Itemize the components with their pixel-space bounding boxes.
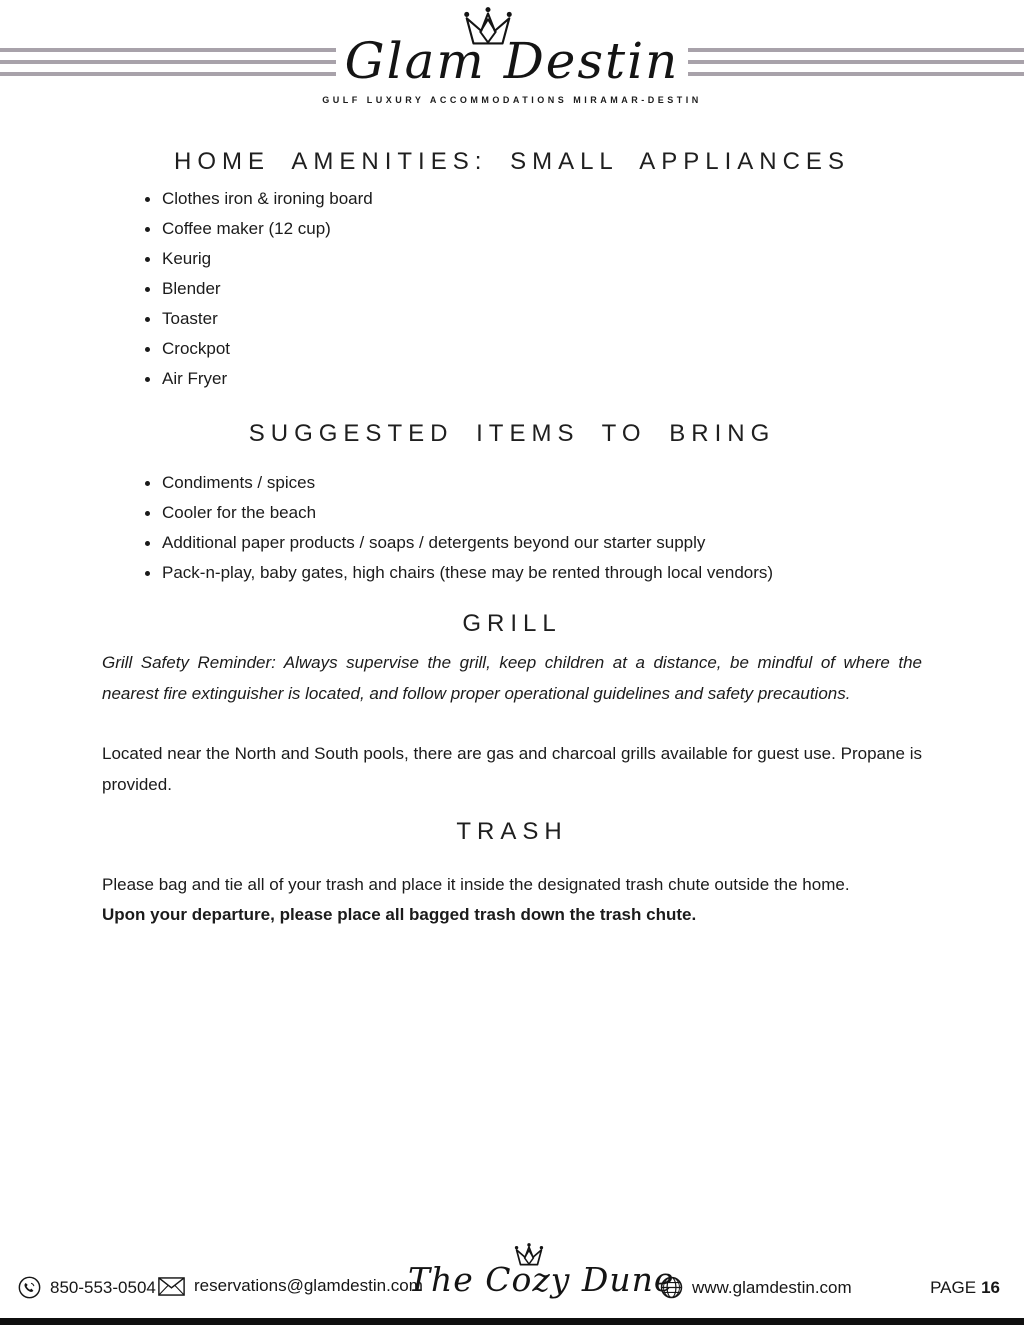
phone-number: 850-553-0504 [50, 1277, 156, 1297]
logo-text: Glam Destin [344, 32, 680, 90]
list-item: Additional paper products / soaps / detergents beyond our starter supply [162, 528, 922, 558]
document-body [102, 140, 922, 930]
suggested-items-list [102, 468, 922, 588]
footer-website [660, 1276, 852, 1299]
crown-icon [459, 4, 517, 50]
list-item: Coffee maker (12 cup) [162, 214, 922, 244]
list-item: Clothes iron & ironing board [162, 184, 922, 214]
phone-circle-icon [18, 1276, 41, 1299]
envelope-icon [158, 1277, 185, 1296]
footer-brand-script: The Cozy Dune [408, 1260, 675, 1299]
section-title-amenities: HOME AMENITIES: SMALL APPLIANCES [174, 148, 850, 175]
footer-phone [18, 1276, 156, 1299]
list-item: Pack-n-play, baby gates, high chairs (these may be rented through local vendors) [162, 558, 922, 588]
page-number: 16 [981, 1278, 1000, 1297]
list-item: Condiments / spices [162, 468, 922, 498]
page-footer [0, 1258, 1024, 1318]
section-title-suggested-items: SUGGESTED ITEMS TO BRING [248, 420, 776, 447]
list-item: Crockpot [162, 334, 922, 364]
bottom-accent-bar [0, 1318, 1024, 1325]
page-indicator [930, 1278, 1000, 1298]
grill-safety-reminder: Grill Safety Reminder: Always supervise the grill, keep children at a distance, be mindful of where the nearest fire extinguisher is located, and follow proper operational guidelines and safety precautions. [102, 653, 922, 703]
footer-brand-logo [408, 1242, 675, 1299]
email-address: reservations@glamdestin.com [194, 1276, 423, 1295]
section-title-grill: GRILL [462, 610, 562, 637]
list-item: Toaster [162, 304, 922, 334]
section-title-trash: TRASH [456, 818, 568, 845]
brand-logo [0, 4, 1024, 105]
website-url: www.glamdestin.com [692, 1277, 852, 1297]
trash-departure-note: Upon your departure, please place all bagged trash down the trash chute. [102, 905, 697, 924]
list-item: Blender [162, 274, 922, 304]
list-item: Air Fryer [162, 364, 922, 394]
footer-email [158, 1276, 423, 1296]
list-item: Keurig [162, 244, 922, 274]
trash-instructions: Please bag and tie all of your trash and place it inside the designated trash chute outside the home. [102, 875, 850, 894]
logo-subtitle: GULF LUXURY ACCOMMODATIONS MIRAMAR-DESTIN [322, 95, 702, 105]
amenities-list [102, 184, 922, 394]
grill-location-info: Located near the North and South pools, there are gas and charcoal grills available for guest use. Propane is provided. [102, 744, 922, 794]
page-label: PAGE [930, 1278, 977, 1297]
globe-icon [660, 1276, 683, 1299]
crown-icon [512, 1242, 546, 1268]
list-item: Cooler for the beach [162, 498, 922, 528]
